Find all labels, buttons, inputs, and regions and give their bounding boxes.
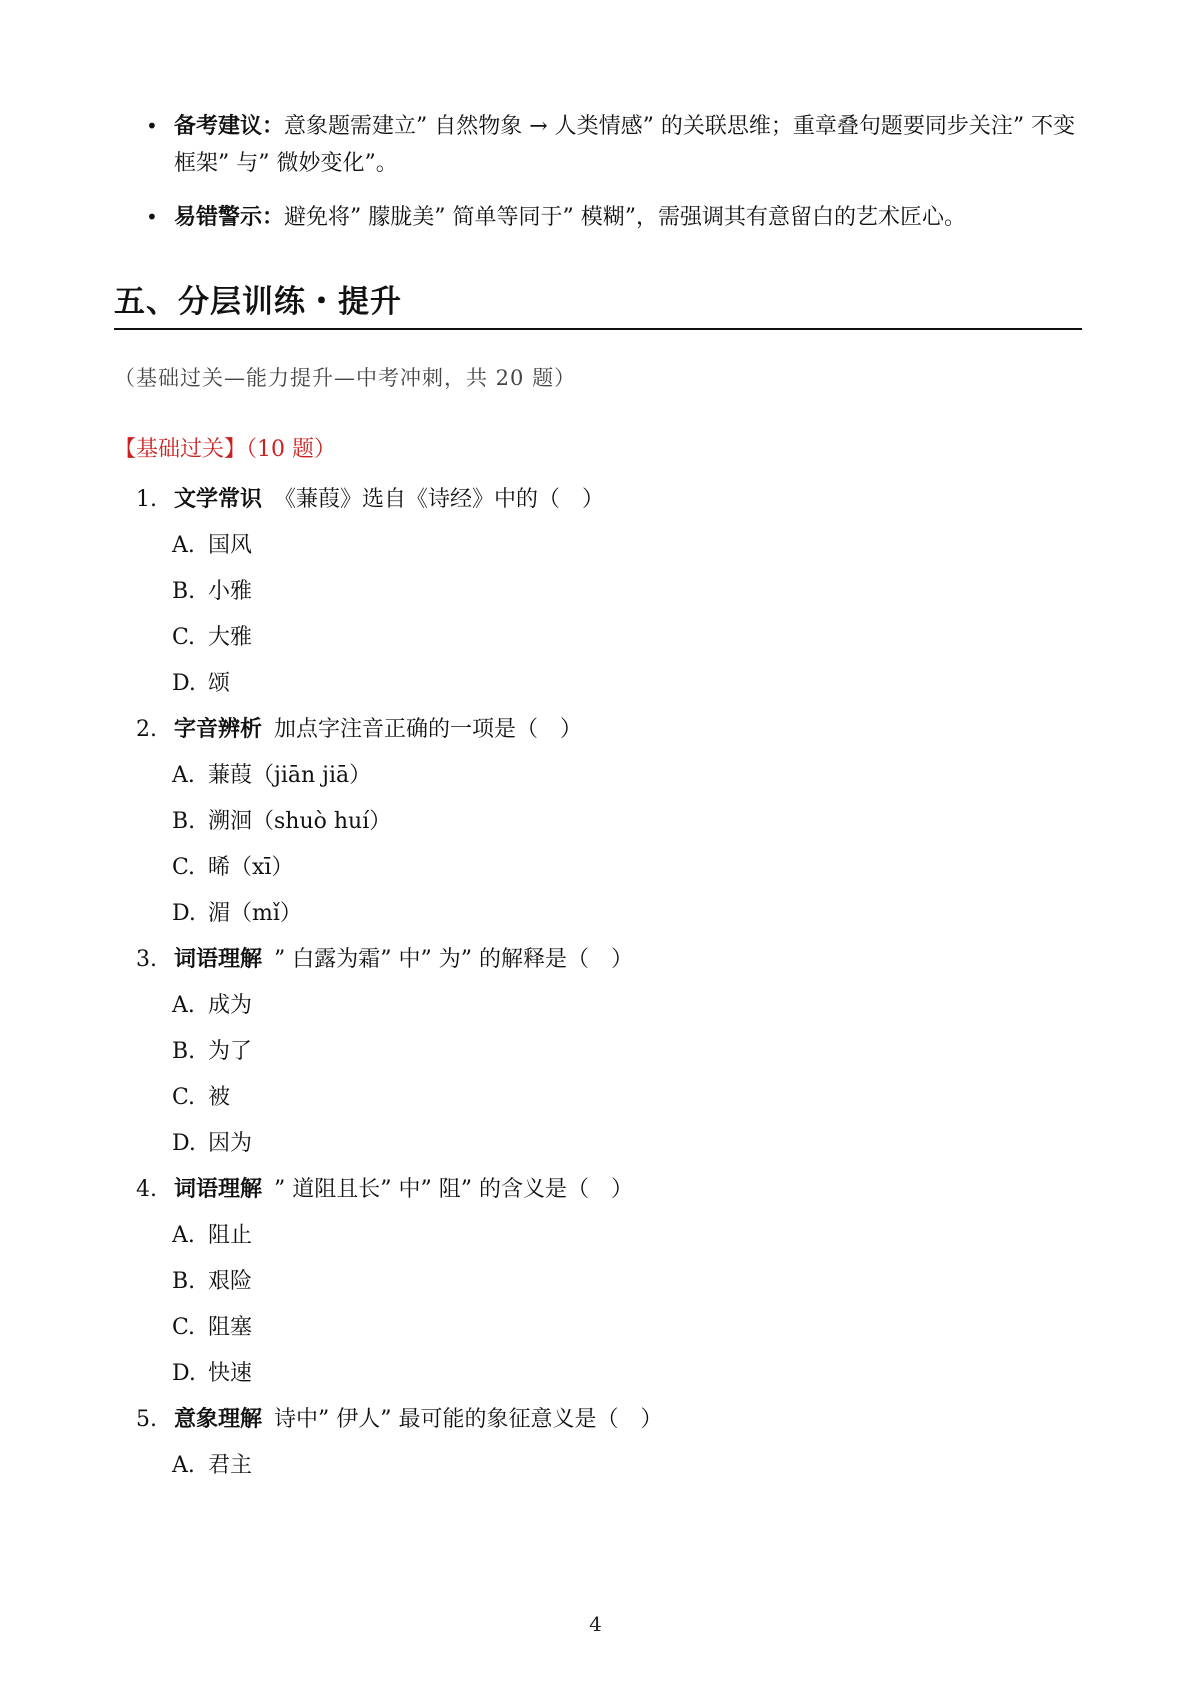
option-letter: C. — [172, 625, 196, 650]
option-letter: B. — [172, 809, 196, 834]
tip-item-preparation — [146, 108, 1086, 182]
level-name: 【基础过关】 — [114, 437, 247, 462]
option-c — [172, 1082, 1076, 1114]
question-text: 《蒹葭》选自《诗经》中的（ ） — [274, 487, 605, 512]
option-a — [172, 760, 1076, 792]
question-tag: 意象理解 — [174, 1407, 263, 1432]
option-text: 晞（xī） — [208, 855, 294, 880]
option-b — [172, 1266, 1076, 1298]
option-letter: A. — [172, 1223, 195, 1248]
option-letter: A. — [172, 763, 195, 788]
option-letter: B. — [172, 579, 196, 604]
option-text: 为了 — [208, 1039, 253, 1064]
option-letter: D. — [172, 1131, 196, 1156]
tip-label: 易错警示： — [174, 205, 285, 230]
section-divider — [114, 328, 1082, 330]
page-number: 4 — [589, 1612, 602, 1636]
option-text: 成为 — [208, 993, 253, 1018]
question-tag: 词语理解 — [174, 1177, 263, 1202]
question-item — [136, 1174, 1076, 1390]
question-number: 3. — [136, 947, 157, 972]
option-text: 大雅 — [208, 625, 253, 650]
level-count: （10 题） — [246, 437, 337, 462]
option-b — [172, 576, 1076, 608]
section-title: 五、分层训练・提升 — [114, 284, 402, 320]
option-letter: A. — [172, 533, 195, 558]
tip-text: 避免将” 朦胧美” 简单等同于” 模糊”，需强调其有意留白的艺术匠心。 — [284, 205, 966, 230]
option-d — [172, 668, 1076, 700]
option-letter: D. — [172, 671, 196, 696]
option-text: 被 — [208, 1085, 231, 1110]
option-letter: D. — [172, 1361, 196, 1386]
option-text: 溯洄（shuò huí） — [208, 809, 392, 834]
question-number: 2. — [136, 717, 157, 742]
option-text: 小雅 — [208, 579, 253, 604]
option-d — [172, 898, 1076, 930]
option-text: 艰险 — [208, 1269, 253, 1294]
question-text: ” 白露为霜” 中” 为” 的解释是（ ） — [274, 947, 633, 972]
option-letter: B. — [172, 1039, 196, 1064]
question-tag: 字音辨析 — [174, 717, 263, 742]
question-item — [136, 484, 1076, 700]
question-text: ” 道阻且长” 中” 阻” 的含义是（ ） — [274, 1177, 633, 1202]
question-stem — [136, 484, 1076, 516]
option-letter: A. — [172, 993, 195, 1018]
option-a — [172, 530, 1076, 562]
question-item — [136, 714, 1076, 930]
tips-list — [146, 108, 1086, 253]
option-letter: C. — [172, 1315, 196, 1340]
option-a — [172, 990, 1076, 1022]
option-text: 湄（mǐ） — [208, 901, 302, 926]
question-text: 诗中” 伊人” 最可能的象征意义是（ ） — [274, 1407, 663, 1432]
question-item — [136, 1404, 1076, 1482]
option-text: 快速 — [208, 1361, 253, 1386]
question-stem — [136, 1174, 1076, 1206]
option-letter: C. — [172, 1085, 196, 1110]
option-text: 国风 — [208, 533, 253, 558]
option-text: 因为 — [208, 1131, 253, 1156]
option-text: 蒹葭（jiān jiā） — [208, 763, 372, 788]
option-text: 颂 — [208, 671, 231, 696]
section-subnote: （基础过关—能力提升—中考冲刺，共 20 题） — [114, 366, 577, 390]
level-heading — [114, 432, 336, 463]
question-number: 1. — [136, 487, 157, 512]
option-a — [172, 1450, 1076, 1482]
question-stem — [136, 714, 1076, 746]
question-number: 4. — [136, 1177, 157, 1202]
question-list — [136, 484, 1076, 1496]
option-letter: B. — [172, 1269, 196, 1294]
option-text: 君主 — [208, 1453, 253, 1478]
option-letter: D. — [172, 901, 196, 926]
tip-item-warning — [146, 199, 1086, 236]
option-text: 阻塞 — [208, 1315, 253, 1340]
question-stem — [136, 1404, 1076, 1436]
option-letter: A. — [172, 1453, 195, 1478]
question-tag: 文学常识 — [174, 487, 263, 512]
tip-text: 意象题需建立” 自然物象 → 人类情感” 的关联思维；重章叠句题要同步关注” 不变框架” 与” 微妙变化”。 — [174, 114, 1076, 176]
option-a — [172, 1220, 1076, 1252]
option-c — [172, 622, 1076, 654]
option-d — [172, 1358, 1076, 1390]
question-number: 5. — [136, 1407, 157, 1432]
option-letter: C. — [172, 855, 196, 880]
option-c — [172, 852, 1076, 884]
option-d — [172, 1128, 1076, 1160]
option-b — [172, 1036, 1076, 1068]
option-c — [172, 1312, 1076, 1344]
option-text: 阻止 — [208, 1223, 253, 1248]
tip-label: 备考建议： — [174, 114, 285, 139]
question-stem — [136, 944, 1076, 976]
question-tag: 词语理解 — [174, 947, 263, 972]
option-b — [172, 806, 1076, 838]
question-item — [136, 944, 1076, 1160]
question-text: 加点字注音正确的一项是（ ） — [274, 717, 583, 742]
